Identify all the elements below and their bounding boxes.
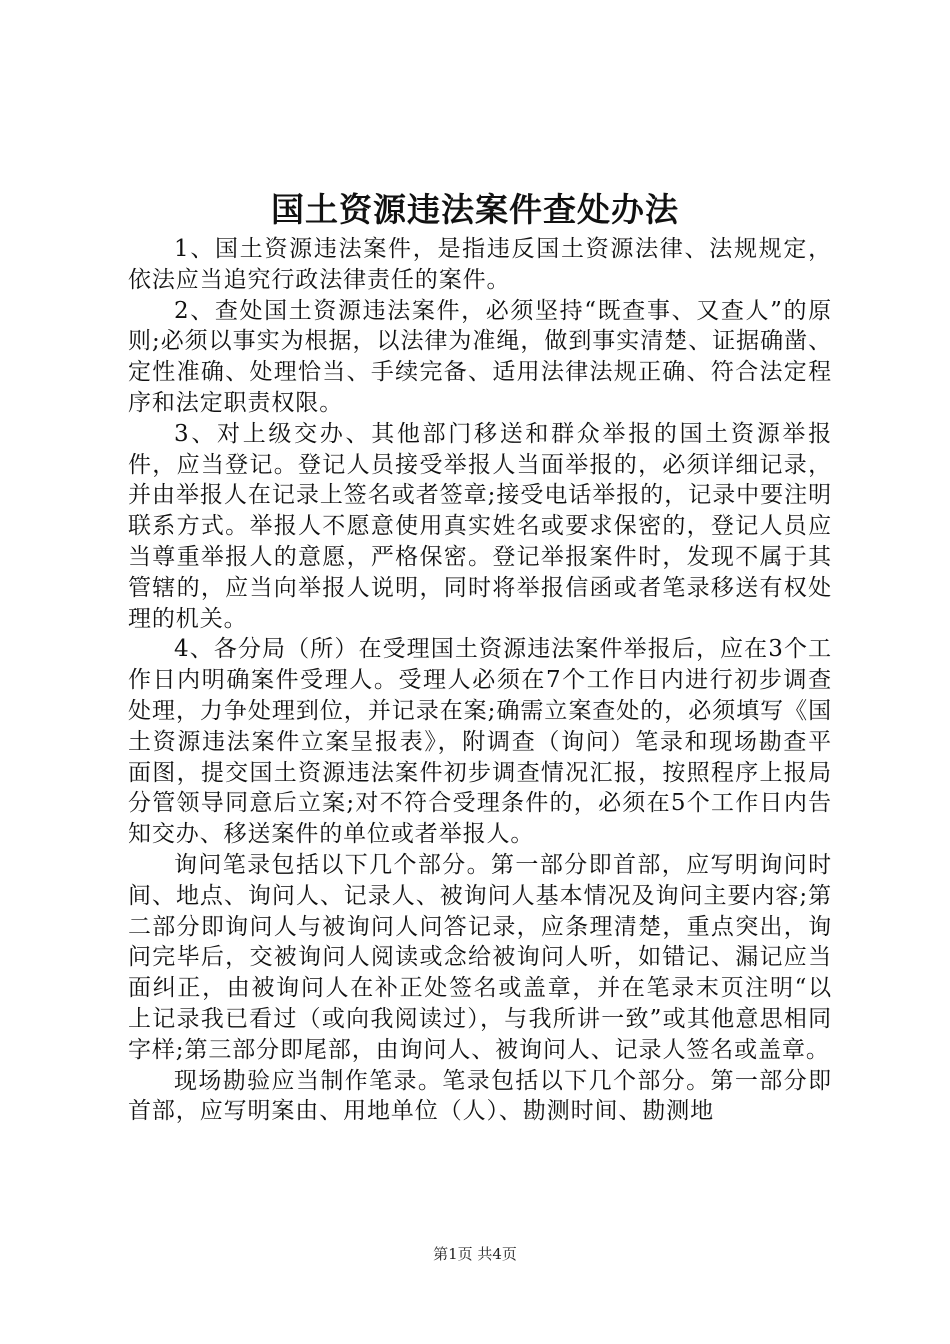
paragraph-1: 1、国土资源违法案件，是指违反国土资源法律、法规规定，依法应当追究行政法律责任的案件。 xyxy=(128,236,832,293)
document-body xyxy=(128,234,832,1127)
page-title: 国土资源违法案件查处办法 xyxy=(271,190,679,229)
paragraph-5: 询问笔录包括以下几个部分。第一部分即首部，应写明询问时间、地点、询问人、记录人、被询问人基本情况及询问主要内容;第二部分即询问人与被询问人问答记录，应条理清楚，重点突出，询问完毕后，交被询问人阅读或念给被询问人听，如错记、漏记应当面纠正，由被询问人在补正处签名或盖章，并在笔录末页注明“以上记录我已看过（或向我阅读过），与我所讲一致”或其他意思相同字样;第三部分即尾部，由询问人、被询问人、记录人签名或盖章。 xyxy=(128,851,832,1063)
paragraph-6: 现场勘验应当制作笔录。笔录包括以下几个部分。第一部分即首部，应写明案由、用地单位（人）、勘测时间、勘测地 xyxy=(128,1067,832,1125)
paragraph-3: 3、对上级交办、其他部门移送和群众举报的国土资源举报件，应当登记。登记人员接受举报人当面举报的，必须详细记录，并由举报人在记录上签名或者签章;接受电话举报的，记录中要注明联系方式。举报人不愿意使用真实姓名或要求保密的，登记人员应当尊重举报人的意愿，严格保密。登记举报案件时，发现不属于其管辖的，应当向举报人说明，同时将举报信函或者笔录移送有权处理的机关。 xyxy=(128,420,832,632)
paragraph-4: 4、各分局（所）在受理国土资源违法案件举报后，应在3个工作日内明确案件受理人。受理人必须在7个工作日内进行初步调查处理，力争处理到位，并记录在案;确需立案查处的，必须填写《国土资源违法案件立案呈报表》，附调查（询问）笔录和现场勘查平面图，提交国土资源违法案件初步调查情况汇报，按照程序上报局分管领导同意后立案;对不符合受理条件的，必须在5个工作日内告知交办、移送案件的单位或者举报人。 xyxy=(128,636,832,848)
paragraph-2: 2、查处国土资源违法案件，必须坚持“既查事、又查人”的原则;必须以事实为根据，以法律为准绳，做到事实清楚、证据确凿、定性准确、处理恰当、手续完备、适用法律法规正确、符合法定程序和法定职责权限。 xyxy=(128,297,832,416)
page-number-footer: 第1页 共4页 xyxy=(433,1245,517,1263)
